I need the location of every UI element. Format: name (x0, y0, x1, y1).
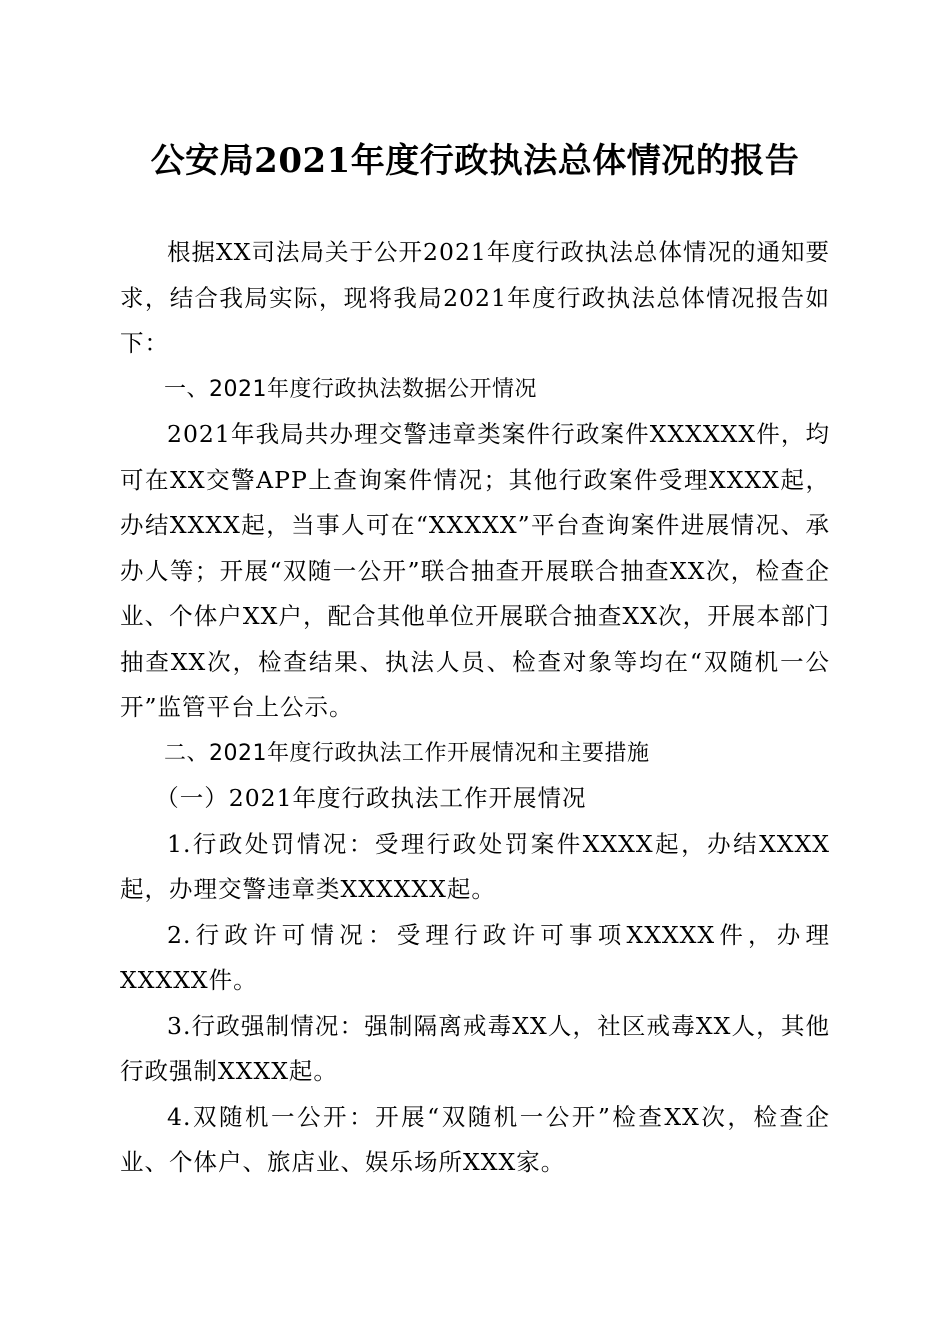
section-1-paragraph: 2021年我局共办理交警违章类案件行政案件XXXXXX件，均可在XX交警APP上查询案件情况；其他行政案件受理XXXX起，办结XXXX起，当事人可在“XXXXX”平台查询案件进展情况、承办人等；开展“双随一公开”联合抽查开展联合抽查XX次，检查企业、个体户XX户，配合其他单位开展联合抽查XX次，开展本部门抽查XX次，检查结果、执法人员、检查对象等均在“双随机一公开”监管平台上公示。 (120, 420, 830, 721)
section-heading-2: 二、2021年度行政执法工作开展情况和主要措施 (164, 740, 650, 766)
item-administrative-license: 2.行政许可情况：受理行政许可事项XXXXX件，办理XXXXX件。 (120, 920, 830, 994)
intro-paragraph: 根据XX司法局关于公开2021年度行政执法总体情况的通知要求，结合我局实际，现将我局2021年度行政执法总体情况报告如下： (120, 238, 830, 357)
item-double-random-inspection: 4.双随机一公开：开展“双随机一公开”检查XX次，检查企业、个体户、旅店业、娱乐场所XXX家。 (120, 1102, 830, 1176)
subsection-heading-1: （一）2021年度行政执法工作开展情况 (155, 784, 587, 812)
document-body (120, 230, 830, 1186)
item-administrative-penalty: 1.行政处罚情况：受理行政处罚案件XXXX起，办结XXXX起，办理交警违章类XXXXXX起。 (120, 829, 830, 903)
section-heading-1: 一、2021年度行政执法数据公开情况 (164, 376, 537, 402)
item-administrative-enforcement: 3.行政强制情况：强制隔离戒毒XX人，社区戒毒XX人，其他行政强制XXXX起。 (120, 1011, 830, 1085)
document-title: 公安局2021年度行政执法总体情况的报告 (150, 141, 800, 181)
